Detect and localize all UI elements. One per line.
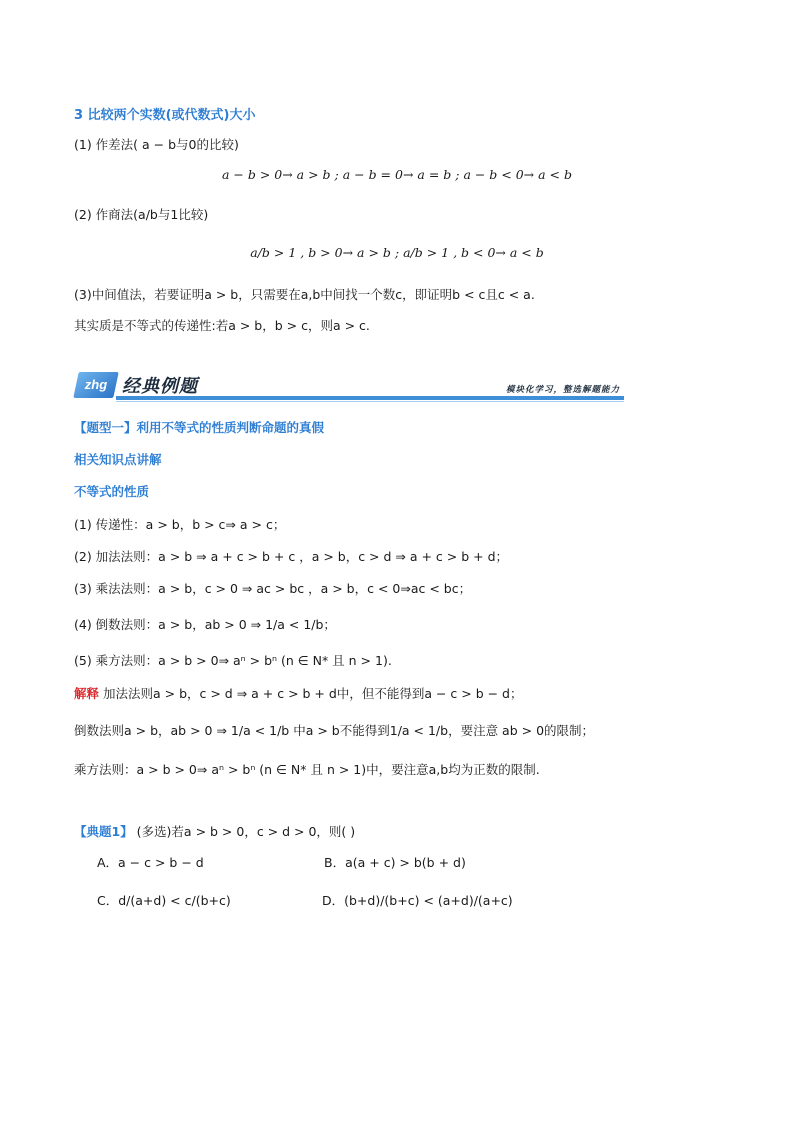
method2-label: (2) 作商法(a/b与1比较)	[74, 207, 209, 222]
properties-heading: 不等式的性质	[74, 484, 150, 499]
example-stem: (多选)若a > b > 0，c > d > 0，则( )	[132, 824, 356, 839]
option-d: D．(b+d)/(b+c) < (a+d)/(a+c)	[322, 893, 513, 908]
method3-line2: 其实质是不等式的传递性:若a > b，b > c，则a > c.	[74, 318, 370, 333]
banner-title: 经典例题	[122, 376, 198, 396]
property-4: (4) 倒数法则：a > b，ab > 0 ⇒ 1/a < 1/b；	[74, 617, 336, 632]
banner-slogan: 模块化学习，整选解题能力	[505, 385, 620, 395]
example-label: 【典题1】	[74, 824, 133, 839]
related-knowledge: 相关知识点讲解	[74, 452, 162, 467]
section-banner	[76, 368, 624, 404]
property-1: (1) 传递性：a > b，b > c⇒ a > c；	[74, 517, 286, 532]
topic-heading: 【题型一】利用不等式的性质判断命题的真假	[74, 420, 325, 435]
property-5: (5) 乘方法则：a > b > 0⇒ aⁿ > bⁿ (n ∈ N* 且 n > 1).	[74, 653, 392, 668]
banner-rule	[116, 396, 624, 400]
section-heading: 3 比较两个实数(或代数式)大小	[74, 108, 256, 123]
method1-label: (1) 作差法( a − b与0的比较)	[74, 137, 239, 152]
option-a: A．a − c > b − d	[97, 855, 204, 870]
method1-formula: a − b > 0→ a > b ; a − b = 0→ a = b ; a − b < 0→ a < b	[221, 167, 573, 182]
explanation-1-text: 加法法则a > b，c > d ⇒ a + c > b + d中，但不能得到a − c > b − d；	[99, 686, 523, 701]
explanation-1	[74, 684, 522, 702]
property-2: (2) 加法法则：a > b ⇒ a + c > b + c ，a > b，c > d ⇒ a + c > b + d；	[74, 549, 509, 564]
banner-rule-thin	[116, 401, 624, 402]
option-b: B．a(a + c) > b(b + d)	[324, 855, 466, 870]
method3-line1: (3)中间值法，若要证明a > b，只需要在a,b中间找一个数c，即证明b < c且c < a.	[74, 287, 535, 302]
option-c: C．d/(a+d) < c/(b+c)	[97, 893, 231, 908]
property-3: (3) 乘法法则：a > b，c > 0 ⇒ ac > bc ，a > b，c < 0⇒ac < bc；	[74, 581, 472, 596]
banner-logo: zhg	[73, 372, 119, 398]
example-question	[74, 822, 355, 840]
explanation-3: 乘方法则：a > b > 0⇒ aⁿ > bⁿ (n ∈ N* 且 n > 1)中，要注意a,b均为正数的限制.	[74, 762, 540, 777]
method2-formula: a/b > 1 , b > 0→ a > b ; a/b > 1 , b < 0→ a < b	[250, 245, 544, 260]
explanation-label: 解释	[74, 686, 100, 701]
explanation-2: 倒数法则a > b，ab > 0 ⇒ 1/a < 1/b 中a > b不能得到1/a < 1/b，要注意 ab > 0的限制；	[74, 723, 595, 738]
